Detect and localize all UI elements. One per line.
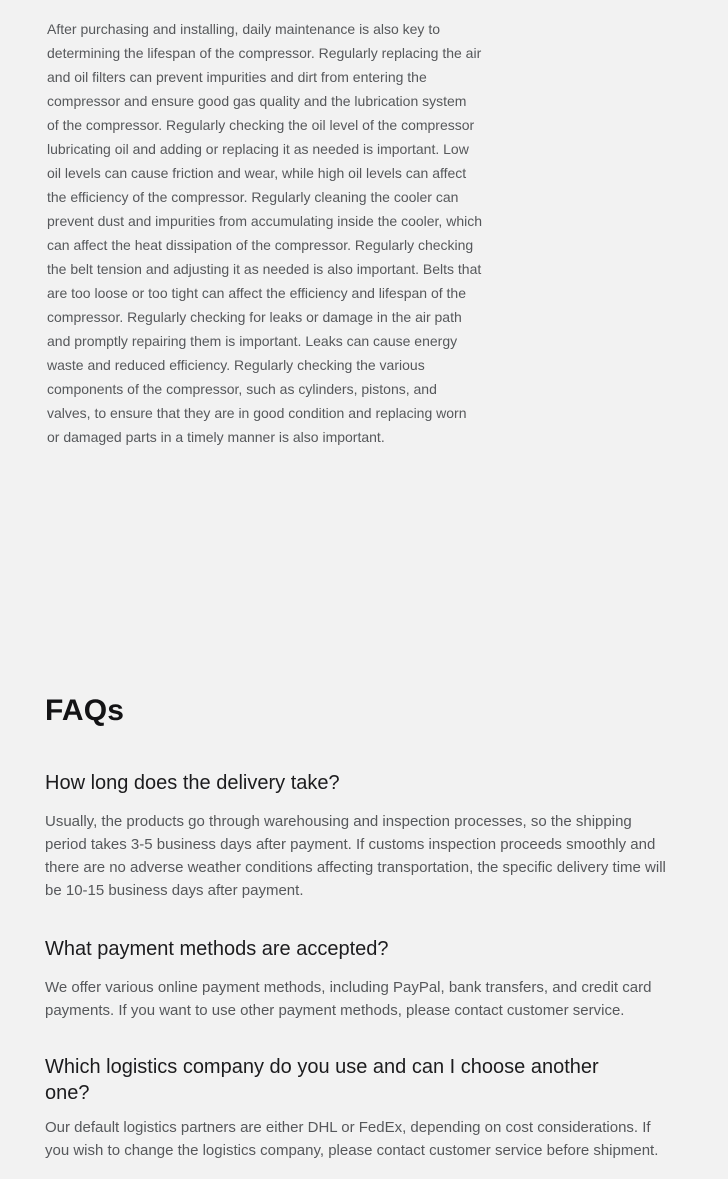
faq-title: FAQs: [45, 694, 125, 727]
faq-item: [45, 936, 688, 1022]
faq-question-payment: What payment methods are accepted?: [45, 938, 389, 960]
faq-answer-logistics: Our default logistics partners are either DHL or FedEx, depending on cost considerations. If you wish to change the logistics company, please contact customer service before shipment.: [45, 1119, 659, 1159]
faq-answer-delivery: Usually, the products go through warehousing and inspection processes, so the shipping period takes 3-5 business days after payment. If customs inspection proceeds smoothly and there are no adverse weather conditions affecting transportation, the specific delivery time will be 10-15 business days after payment.: [45, 813, 666, 899]
description-paragraph: After purchasing and installing, daily maintenance is also key to determining the lifespan of the compressor. Regularly replacing the air and oil filters can prevent impurities and dirt from entering the compressor and ensure good gas quality and the lubrication system of the compressor. Regularly checking the oil level of the compressor lubricating oil and adding or replacing it as needed is important. Low oil levels can cause friction and wear, while high oil levels can affect the efficiency of the compressor. Regularly cleaning the cooler can prevent dust and impurities from accumulating inside the cooler, which can affect the heat dissipation of the compressor. Regularly checking the belt tension and adjusting it as needed is also important. Belts that are too loose or too tight can affect the efficiency and lifespan of the compressor. Regularly checking for leaks or damage in the air path and promptly repairing them is important. Leaks can cause energy waste and reduced efficiency. Regularly checking the various components of the compressor, such as cylinders, pistons, and valves, to ensure that they are in good condition and replacing worn or damaged parts in a timely manner is also important.: [47, 21, 482, 445]
faq-answer-payment: We offer various online payment methods, including PayPal, bank transfers, and credit card payments. If you want to use other payment methods, please contact customer service.: [45, 979, 652, 1019]
faq-question-delivery: How long does the delivery take?: [45, 772, 340, 794]
description-section: [47, 17, 482, 449]
faq-item: [45, 770, 688, 902]
faq-section: [45, 693, 688, 1162]
faq-item: [45, 1054, 688, 1162]
faq-question-logistics: Which logistics company do you use and can I choose another one?: [45, 1056, 599, 1104]
